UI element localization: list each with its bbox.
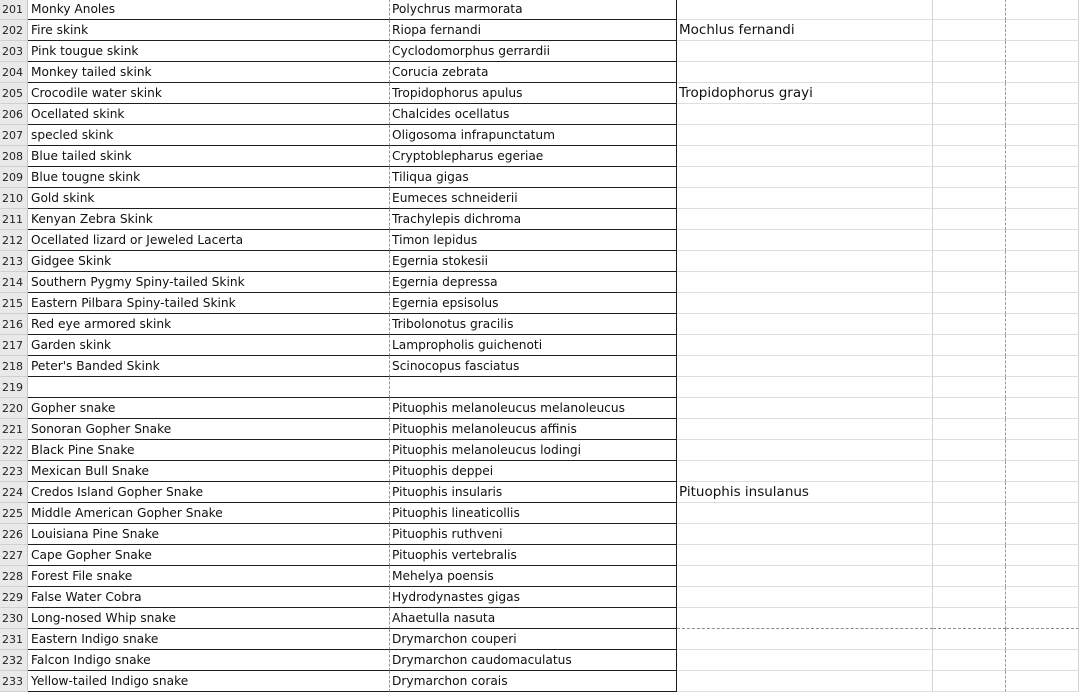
row-header[interactable]: 216 bbox=[0, 314, 28, 335]
cell-empty[interactable] bbox=[933, 650, 1006, 671]
cell-empty[interactable] bbox=[1006, 482, 1079, 503]
cell-common-name[interactable]: specled skink bbox=[28, 125, 390, 146]
cell-alternate-name[interactable] bbox=[677, 314, 933, 335]
cell-scientific-name[interactable]: Timon lepidus bbox=[390, 230, 677, 251]
cell-empty[interactable] bbox=[1006, 608, 1079, 629]
cell-scientific-name[interactable]: Eumeces schneiderii bbox=[390, 188, 677, 209]
cell-common-name[interactable]: Blue tailed skink bbox=[28, 146, 390, 167]
row-header[interactable]: 208 bbox=[0, 146, 28, 167]
cell-scientific-name[interactable]: Cryptoblepharus egeriae bbox=[390, 146, 677, 167]
row-header[interactable]: 207 bbox=[0, 125, 28, 146]
cell-common-name[interactable]: Credos Island Gopher Snake bbox=[28, 482, 390, 503]
cell-alternate-name[interactable] bbox=[677, 377, 933, 398]
cell-alternate-name[interactable] bbox=[677, 440, 933, 461]
cell-empty[interactable] bbox=[933, 524, 1006, 545]
table-row bbox=[0, 146, 1079, 167]
cell-empty[interactable] bbox=[933, 272, 1006, 293]
cell-scientific-name[interactable]: Corucia zebrata bbox=[390, 62, 677, 83]
cell-scientific-name[interactable]: Chalcides ocellatus bbox=[390, 104, 677, 125]
cell-alternate-name[interactable] bbox=[677, 356, 933, 377]
row-header[interactable]: 213 bbox=[0, 251, 28, 272]
table-row bbox=[0, 167, 1079, 188]
row-header[interactable]: 231 bbox=[0, 629, 28, 650]
cell-alternate-name[interactable]: Mochlus fernandi bbox=[677, 20, 933, 41]
cell-scientific-name[interactable]: Lampropholis guichenoti bbox=[390, 335, 677, 356]
row-header[interactable]: 212 bbox=[0, 230, 28, 251]
row-header[interactable]: 201 bbox=[0, 0, 28, 20]
cell-common-name[interactable]: Southern Pygmy Spiny-tailed Skink bbox=[28, 272, 390, 293]
cell-empty[interactable] bbox=[1006, 440, 1079, 461]
row-header[interactable]: 227 bbox=[0, 545, 28, 566]
cell-empty[interactable] bbox=[933, 335, 1006, 356]
cell-scientific-name[interactable] bbox=[390, 377, 677, 398]
row-header[interactable]: 215 bbox=[0, 293, 28, 314]
cell-empty[interactable] bbox=[1006, 272, 1079, 293]
row-header[interactable]: 232 bbox=[0, 650, 28, 671]
row-header[interactable]: 219 bbox=[0, 377, 28, 398]
table-row bbox=[0, 398, 1079, 419]
table-row bbox=[0, 20, 1079, 41]
cell-scientific-name[interactable]: Tiliqua gigas bbox=[390, 167, 677, 188]
cell-common-name[interactable]: Monkey tailed skink bbox=[28, 62, 390, 83]
table-row bbox=[0, 629, 1079, 650]
cell-common-name[interactable]: Middle American Gopher Snake bbox=[28, 503, 390, 524]
cell-alternate-name[interactable]: Pituophis insulanus bbox=[677, 482, 933, 503]
cell-alternate-name[interactable]: Tropidophorus grayi bbox=[677, 83, 933, 104]
cell-empty[interactable] bbox=[933, 629, 1006, 650]
cell-empty[interactable] bbox=[933, 608, 1006, 629]
cell-empty[interactable] bbox=[1006, 125, 1079, 146]
cell-empty[interactable] bbox=[1006, 335, 1079, 356]
cell-alternate-name[interactable] bbox=[677, 104, 933, 125]
cell-empty[interactable] bbox=[1006, 83, 1079, 104]
cell-common-name[interactable]: Gidgee Skink bbox=[28, 251, 390, 272]
cell-alternate-name[interactable] bbox=[677, 503, 933, 524]
cell-empty[interactable] bbox=[1006, 398, 1079, 419]
cell-empty[interactable] bbox=[933, 356, 1006, 377]
cell-empty[interactable] bbox=[1006, 461, 1079, 482]
row-header[interactable]: 206 bbox=[0, 104, 28, 125]
cell-common-name[interactable]: Crocodile water skink bbox=[28, 83, 390, 104]
cell-empty[interactable] bbox=[1006, 566, 1079, 587]
cell-empty[interactable] bbox=[1006, 650, 1079, 671]
table-row bbox=[0, 314, 1079, 335]
cell-common-name[interactable]: Ocellated lizard or Jeweled Lacerta bbox=[28, 230, 390, 251]
cell-common-name[interactable]: Falcon Indigo snake bbox=[28, 650, 390, 671]
row-header[interactable]: 205 bbox=[0, 83, 28, 104]
cell-scientific-name[interactable]: Ahaetulla nasuta bbox=[390, 608, 677, 629]
cell-empty[interactable] bbox=[933, 230, 1006, 251]
cell-empty[interactable] bbox=[1006, 377, 1079, 398]
table-row bbox=[0, 671, 1079, 692]
row-header[interactable]: 220 bbox=[0, 398, 28, 419]
cell-scientific-name[interactable]: Drymarchon couperi bbox=[390, 629, 677, 650]
cell-empty[interactable] bbox=[1006, 146, 1079, 167]
cell-alternate-name[interactable] bbox=[677, 188, 933, 209]
cell-empty[interactable] bbox=[933, 587, 1006, 608]
cell-empty[interactable] bbox=[933, 251, 1006, 272]
table-row bbox=[0, 104, 1079, 125]
cell-empty[interactable] bbox=[1006, 545, 1079, 566]
cell-common-name[interactable]: Ocellated skink bbox=[28, 104, 390, 125]
cell-empty[interactable] bbox=[1006, 293, 1079, 314]
cell-common-name[interactable]: Garden skink bbox=[28, 335, 390, 356]
cell-empty[interactable] bbox=[933, 314, 1006, 335]
table-row bbox=[0, 566, 1079, 587]
cell-empty[interactable] bbox=[1006, 230, 1079, 251]
cell-alternate-name[interactable] bbox=[677, 587, 933, 608]
row-header[interactable]: 224 bbox=[0, 482, 28, 503]
cell-empty[interactable] bbox=[933, 125, 1006, 146]
table-row bbox=[0, 272, 1079, 293]
cell-empty[interactable] bbox=[933, 398, 1006, 419]
table-row bbox=[0, 482, 1079, 503]
cell-common-name[interactable]: Eastern Pilbara Spiny-tailed Skink bbox=[28, 293, 390, 314]
row-header[interactable]: 214 bbox=[0, 272, 28, 293]
table-row bbox=[0, 608, 1079, 629]
cell-alternate-name[interactable] bbox=[677, 461, 933, 482]
cell-scientific-name[interactable]: Trachylepis dichroma bbox=[390, 209, 677, 230]
cell-empty[interactable] bbox=[1006, 524, 1079, 545]
cell-alternate-name[interactable] bbox=[677, 524, 933, 545]
cell-empty[interactable] bbox=[1006, 209, 1079, 230]
row-header[interactable]: 218 bbox=[0, 356, 28, 377]
cell-alternate-name[interactable] bbox=[677, 62, 933, 83]
row-header[interactable]: 229 bbox=[0, 587, 28, 608]
row-header[interactable]: 230 bbox=[0, 608, 28, 629]
cell-scientific-name[interactable]: Egernia depressa bbox=[390, 272, 677, 293]
table-row bbox=[0, 230, 1079, 251]
cell-scientific-name[interactable]: Drymarchon caudomaculatus bbox=[390, 650, 677, 671]
table-row bbox=[0, 41, 1079, 62]
cell-scientific-name[interactable]: Scinocopus fasciatus bbox=[390, 356, 677, 377]
cell-empty[interactable] bbox=[1006, 587, 1079, 608]
cell-common-name[interactable]: Peter's Banded Skink bbox=[28, 356, 390, 377]
cell-empty[interactable] bbox=[933, 188, 1006, 209]
cell-scientific-name[interactable]: Pituophis ruthveni bbox=[390, 524, 677, 545]
table-row bbox=[0, 293, 1079, 314]
table-row bbox=[0, 83, 1079, 104]
cell-empty[interactable] bbox=[933, 146, 1006, 167]
cell-alternate-name[interactable] bbox=[677, 545, 933, 566]
row-header[interactable]: 225 bbox=[0, 503, 28, 524]
table-row bbox=[0, 251, 1079, 272]
cell-alternate-name[interactable] bbox=[677, 419, 933, 440]
cell-empty[interactable] bbox=[1006, 251, 1079, 272]
cell-common-name[interactable]: Mexican Bull Snake bbox=[28, 461, 390, 482]
cell-alternate-name[interactable] bbox=[677, 629, 933, 650]
cell-scientific-name[interactable]: Egernia epsisolus bbox=[390, 293, 677, 314]
cell-scientific-name[interactable]: Tribolonotus gracilis bbox=[390, 314, 677, 335]
row-header[interactable]: 228 bbox=[0, 566, 28, 587]
cell-alternate-name[interactable] bbox=[677, 230, 933, 251]
cell-empty[interactable] bbox=[1006, 167, 1079, 188]
cell-empty[interactable] bbox=[933, 104, 1006, 125]
cell-empty[interactable] bbox=[1006, 314, 1079, 335]
table-row bbox=[0, 125, 1079, 146]
cell-empty[interactable] bbox=[1006, 0, 1079, 20]
cell-scientific-name[interactable]: Pituophis melanoleucus melanoleucus bbox=[390, 398, 677, 419]
cell-scientific-name[interactable]: Cyclodomorphus gerrardii bbox=[390, 41, 677, 62]
cell-common-name[interactable]: Eastern Indigo snake bbox=[28, 629, 390, 650]
row-header[interactable]: 222 bbox=[0, 440, 28, 461]
cell-empty[interactable] bbox=[933, 209, 1006, 230]
table-row bbox=[0, 461, 1079, 482]
cell-common-name[interactable]: Louisiana Pine Snake bbox=[28, 524, 390, 545]
cell-common-name[interactable]: Long-nosed Whip snake bbox=[28, 608, 390, 629]
cell-empty[interactable] bbox=[933, 419, 1006, 440]
cell-empty[interactable] bbox=[933, 377, 1006, 398]
cell-empty[interactable] bbox=[1006, 20, 1079, 41]
cell-common-name[interactable]: Sonoran Gopher Snake bbox=[28, 419, 390, 440]
cell-common-name[interactable]: Yellow-tailed Indigo snake bbox=[28, 671, 390, 692]
cell-common-name[interactable]: Fire skink bbox=[28, 20, 390, 41]
cell-alternate-name[interactable] bbox=[677, 398, 933, 419]
table-row bbox=[0, 419, 1079, 440]
cell-scientific-name[interactable]: Drymarchon corais bbox=[390, 671, 677, 692]
table-row bbox=[0, 209, 1079, 230]
cell-common-name[interactable]: Pink tougue skink bbox=[28, 41, 390, 62]
cell-empty[interactable] bbox=[933, 293, 1006, 314]
table-row bbox=[0, 545, 1079, 566]
cell-empty[interactable] bbox=[1006, 188, 1079, 209]
row-header[interactable]: 211 bbox=[0, 209, 28, 230]
table-row bbox=[0, 503, 1079, 524]
cell-empty[interactable] bbox=[933, 482, 1006, 503]
table-row bbox=[0, 0, 1079, 20]
cell-alternate-name[interactable] bbox=[677, 293, 933, 314]
cell-empty[interactable] bbox=[933, 671, 1006, 692]
cell-common-name[interactable]: Gold skink bbox=[28, 188, 390, 209]
row-header[interactable]: 202 bbox=[0, 20, 28, 41]
cell-alternate-name[interactable] bbox=[677, 146, 933, 167]
table-row bbox=[0, 335, 1079, 356]
cell-common-name[interactable]: Forest File snake bbox=[28, 566, 390, 587]
cell-alternate-name[interactable] bbox=[677, 251, 933, 272]
row-header[interactable]: 204 bbox=[0, 62, 28, 83]
cell-alternate-name[interactable] bbox=[677, 650, 933, 671]
cell-common-name[interactable]: Red eye armored skink bbox=[28, 314, 390, 335]
cell-scientific-name[interactable]: Egernia stokesii bbox=[390, 251, 677, 272]
cell-empty[interactable] bbox=[933, 545, 1006, 566]
cell-empty[interactable] bbox=[933, 41, 1006, 62]
cell-alternate-name[interactable] bbox=[677, 209, 933, 230]
row-header[interactable]: 221 bbox=[0, 419, 28, 440]
cell-common-name[interactable]: Monky Anoles bbox=[28, 0, 390, 20]
cell-empty[interactable] bbox=[1006, 62, 1079, 83]
cell-scientific-name[interactable]: Pituophis melanoleucus lodingi bbox=[390, 440, 677, 461]
cell-empty[interactable] bbox=[933, 83, 1006, 104]
table-row bbox=[0, 62, 1079, 83]
cell-scientific-name[interactable]: Pituophis insularis bbox=[390, 482, 677, 503]
cell-empty[interactable] bbox=[933, 167, 1006, 188]
row-header[interactable]: 210 bbox=[0, 188, 28, 209]
row-header[interactable]: 223 bbox=[0, 461, 28, 482]
cell-common-name[interactable]: Black Pine Snake bbox=[28, 440, 390, 461]
table-row bbox=[0, 356, 1079, 377]
table-row bbox=[0, 587, 1079, 608]
row-header[interactable]: 209 bbox=[0, 167, 28, 188]
cell-scientific-name[interactable]: Polychrus marmorata bbox=[390, 0, 677, 20]
cell-scientific-name[interactable]: Oligosoma infrapunctatum bbox=[390, 125, 677, 146]
cell-scientific-name[interactable]: Pituophis lineaticollis bbox=[390, 503, 677, 524]
cell-empty[interactable] bbox=[933, 62, 1006, 83]
cell-empty[interactable] bbox=[933, 461, 1006, 482]
cell-empty[interactable] bbox=[1006, 356, 1079, 377]
cell-common-name[interactable] bbox=[28, 377, 390, 398]
cell-scientific-name[interactable]: Riopa fernandi bbox=[390, 20, 677, 41]
cell-empty[interactable] bbox=[933, 503, 1006, 524]
cell-empty[interactable] bbox=[1006, 41, 1079, 62]
cell-empty[interactable] bbox=[1006, 629, 1079, 650]
cell-common-name[interactable]: Kenyan Zebra Skink bbox=[28, 209, 390, 230]
table-row bbox=[0, 440, 1079, 461]
cell-scientific-name[interactable]: Pituophis melanoleucus affinis bbox=[390, 419, 677, 440]
table-row bbox=[0, 188, 1079, 209]
cell-alternate-name[interactable] bbox=[677, 608, 933, 629]
cell-empty[interactable] bbox=[1006, 503, 1079, 524]
cell-empty[interactable] bbox=[1006, 419, 1079, 440]
cell-alternate-name[interactable] bbox=[677, 566, 933, 587]
cell-alternate-name[interactable] bbox=[677, 272, 933, 293]
cell-empty[interactable] bbox=[1006, 104, 1079, 125]
cell-empty[interactable] bbox=[933, 20, 1006, 41]
cell-common-name[interactable]: Cape Gopher Snake bbox=[28, 545, 390, 566]
cell-alternate-name[interactable] bbox=[677, 335, 933, 356]
cell-scientific-name[interactable]: Mehelya poensis bbox=[390, 566, 677, 587]
cell-empty[interactable] bbox=[933, 440, 1006, 461]
row-header[interactable]: 226 bbox=[0, 524, 28, 545]
cell-alternate-name[interactable] bbox=[677, 0, 933, 20]
row-header[interactable]: 203 bbox=[0, 41, 28, 62]
row-header[interactable]: 233 bbox=[0, 671, 28, 692]
row-header[interactable]: 217 bbox=[0, 335, 28, 356]
cell-scientific-name[interactable]: Hydrodynastes gigas bbox=[390, 587, 677, 608]
cell-alternate-name[interactable] bbox=[677, 41, 933, 62]
cell-alternate-name[interactable] bbox=[677, 125, 933, 146]
cell-scientific-name[interactable]: Tropidophorus apulus bbox=[390, 83, 677, 104]
cell-alternate-name[interactable] bbox=[677, 671, 933, 692]
cell-common-name[interactable]: False Water Cobra bbox=[28, 587, 390, 608]
cell-empty[interactable] bbox=[933, 0, 1006, 20]
cell-scientific-name[interactable]: Pituophis vertebralis bbox=[390, 545, 677, 566]
table-row bbox=[0, 650, 1079, 671]
cell-empty[interactable] bbox=[933, 566, 1006, 587]
table-row bbox=[0, 524, 1079, 545]
cell-alternate-name[interactable] bbox=[677, 167, 933, 188]
cell-common-name[interactable]: Gopher snake bbox=[28, 398, 390, 419]
cell-scientific-name[interactable]: Pituophis deppei bbox=[390, 461, 677, 482]
table-row bbox=[0, 377, 1079, 398]
cell-common-name[interactable]: Blue tougne skink bbox=[28, 167, 390, 188]
cell-empty[interactable] bbox=[1006, 671, 1079, 692]
